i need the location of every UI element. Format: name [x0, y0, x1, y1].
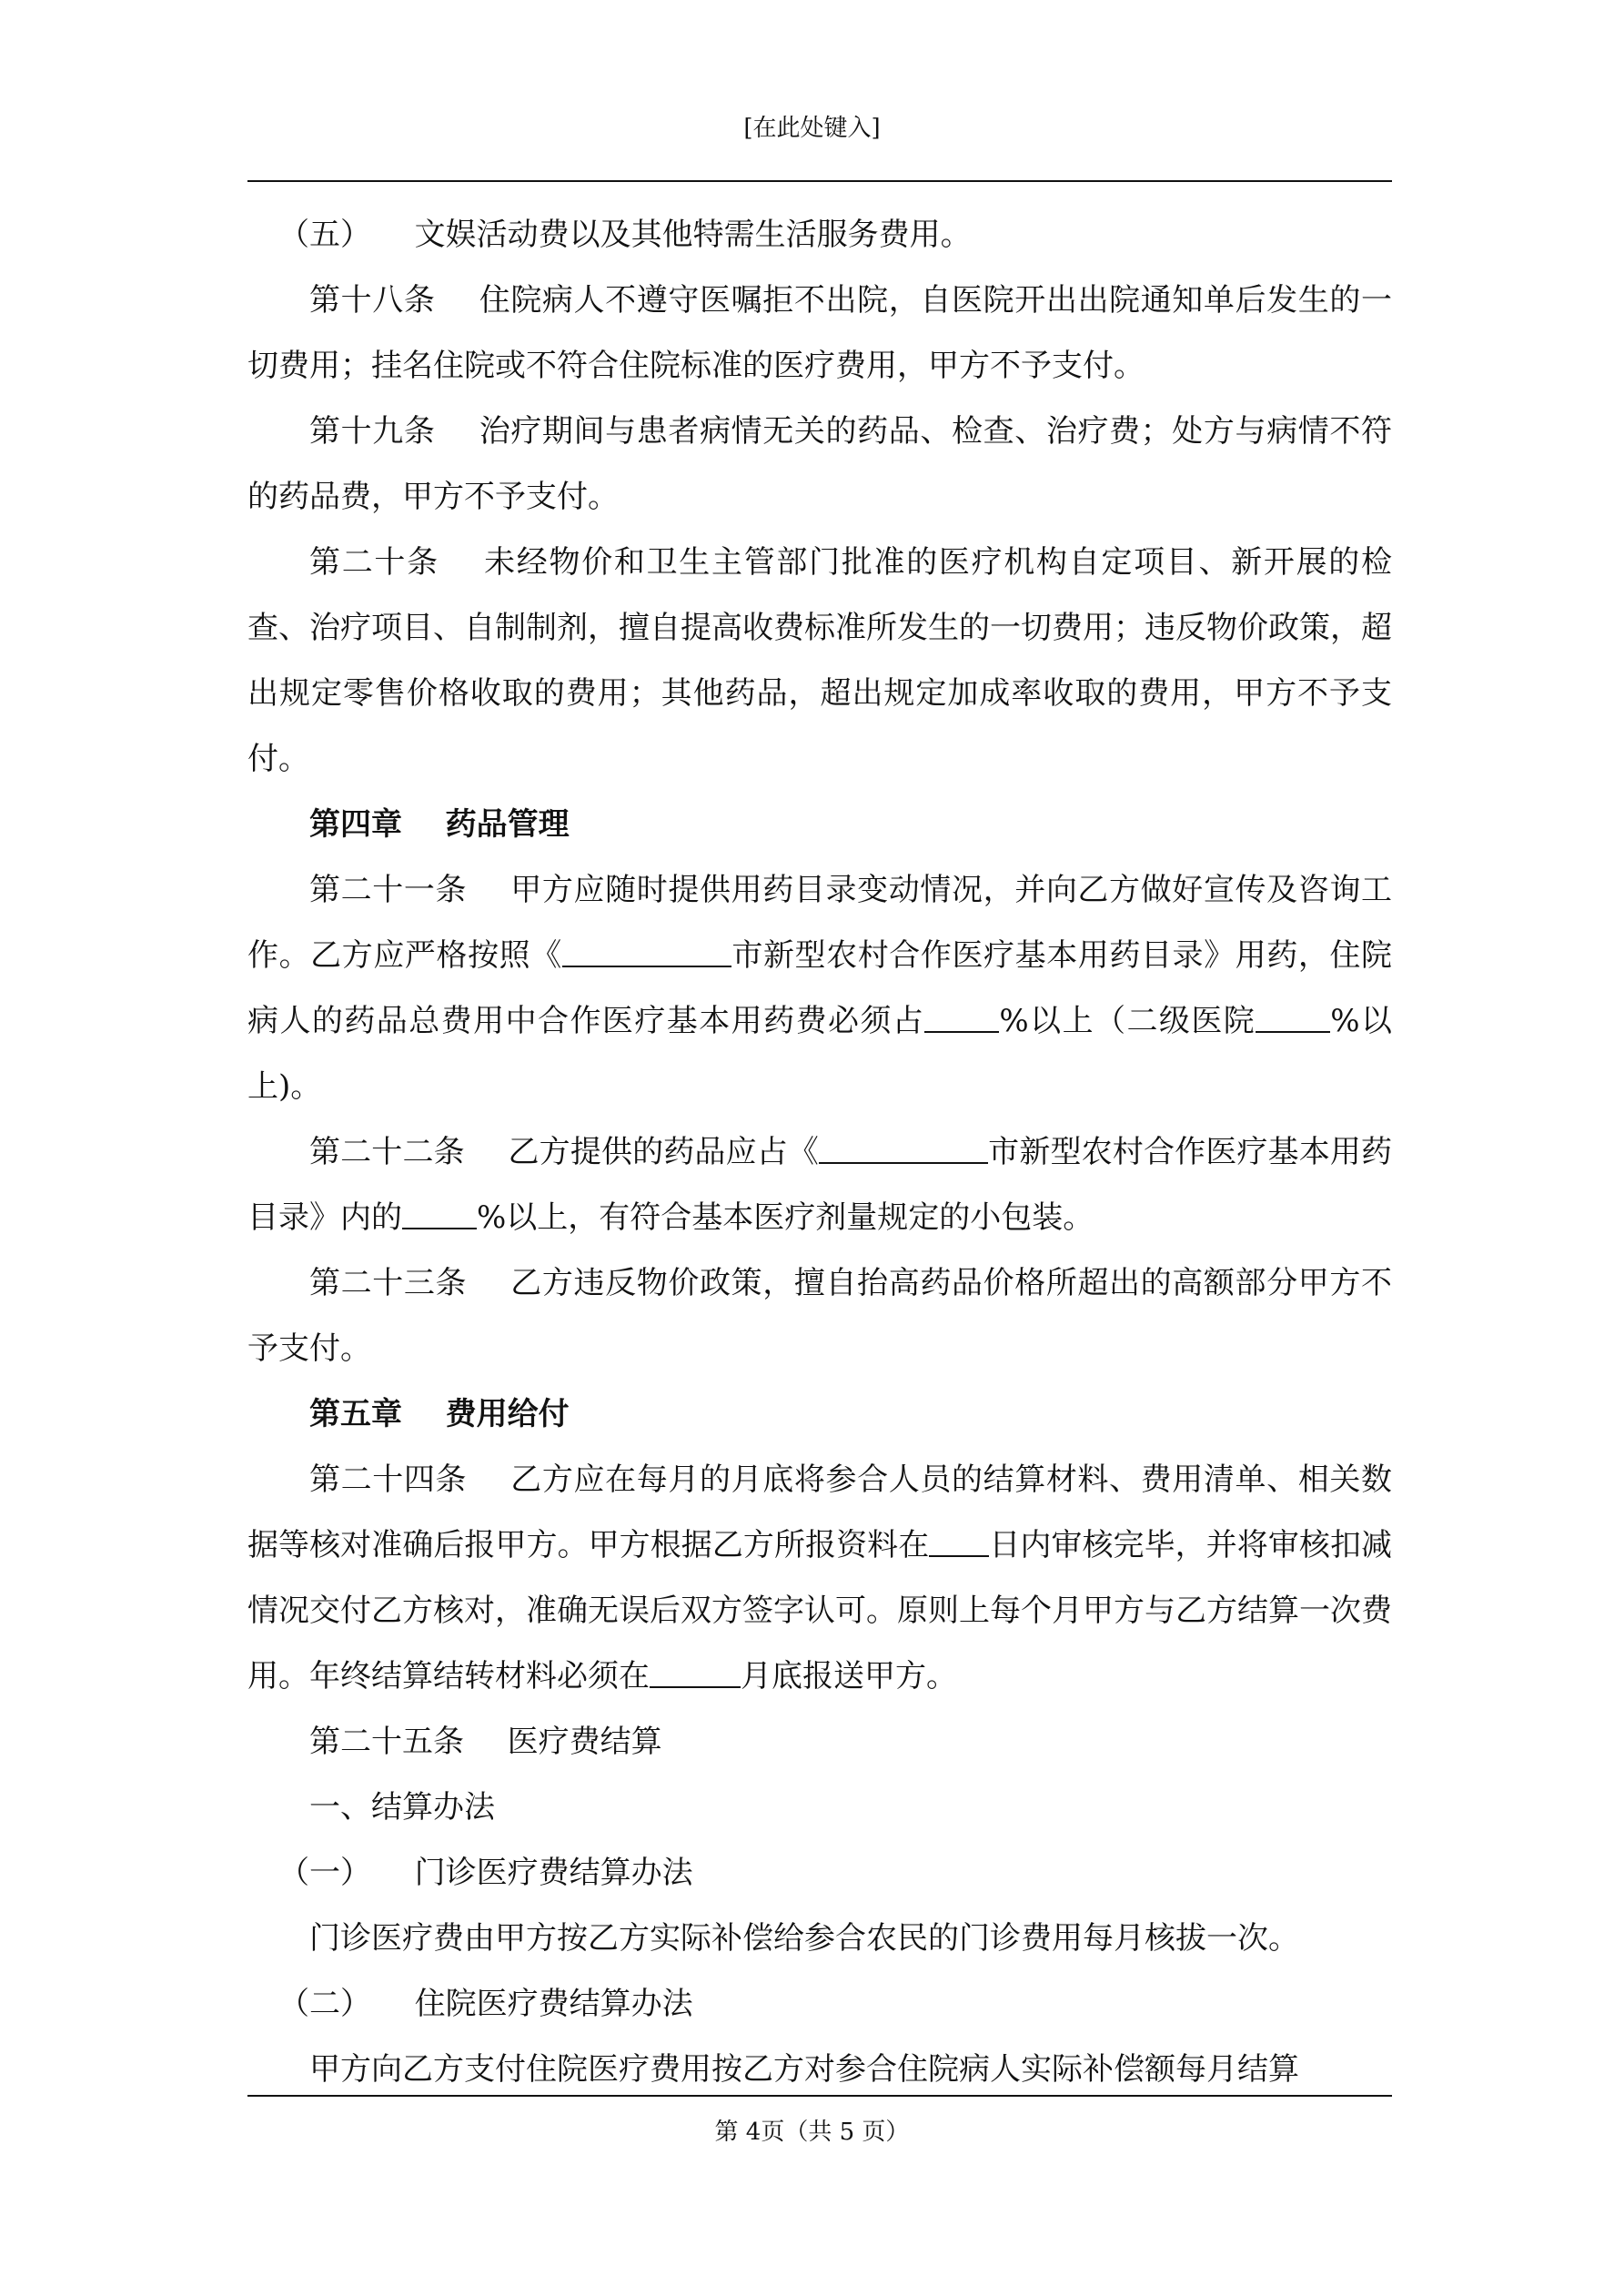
article-number: 第二十三条	[309, 1265, 468, 1301]
article-21	[247, 857, 1392, 1119]
article-text: 市新型农村合作医疗基本用药目录》用药，住院病人的药品总费用中合作医疗基本用药费必须占	[247, 937, 1393, 1039]
article-number: 第十八条	[309, 282, 436, 319]
section-heading: 一、结算办法	[309, 1789, 495, 1826]
subsection-1	[247, 1840, 1392, 1906]
article-24	[247, 1447, 1392, 1709]
header-rule	[247, 180, 1392, 182]
item-text: 门诊医疗费结算办法	[414, 1855, 693, 1891]
fill-blank-city[interactable]	[562, 938, 731, 967]
fill-blank-city[interactable]	[819, 1135, 988, 1164]
article-number: 第二十二条	[309, 1134, 465, 1170]
fill-blank-days[interactable]	[929, 1528, 989, 1557]
inpatient-paragraph: 甲方向乙方支付住院医疗费用按乙方对参合住院病人实际补偿额每月结算	[309, 2051, 1299, 2088]
article-text: %以上)。	[247, 1003, 1393, 1105]
article-text: 住院病人不遵守医嘱拒不出院，自医院开出出院通知单后发生的一切费用；挂名住院或不符合住院标准的医疗费用，甲方不予支付。	[247, 282, 1393, 384]
article-number: 第二十四条	[309, 1462, 468, 1498]
article-number: 第二十一条	[309, 872, 468, 908]
fill-blank-percent[interactable]	[924, 1004, 999, 1033]
article-text: 市新型农村合作医疗基本用药目录》内的	[247, 1134, 1393, 1236]
chapter-number: 第四章	[309, 806, 402, 843]
document-body	[247, 202, 1392, 2102]
article-19	[247, 399, 1392, 530]
article-number: 第二十条	[309, 544, 439, 581]
item-number: （五）	[278, 217, 371, 253]
chapter-title: 费用给付	[445, 1396, 570, 1432]
article-text: 月底报送甲方。	[741, 1658, 957, 1694]
fill-blank-month[interactable]	[650, 1659, 741, 1688]
article-text: 医疗费结算	[507, 1724, 662, 1760]
page-header: [在此处键入]	[743, 115, 881, 142]
article-20	[247, 530, 1392, 792]
article-text: %以上，有符合基本医疗剂量规定的小包装。	[477, 1199, 1094, 1236]
article-25	[247, 1709, 1392, 1775]
item-text: 文娱活动费以及其他特需生活服务费用。	[414, 217, 972, 253]
subsection-2	[247, 1971, 1392, 2037]
article-text: 乙方应在每月的月底将参合人员的结算材料、费用清单、相关数据等核对准确后报甲方。甲方根据乙方所报资料在	[247, 1462, 1392, 1563]
article-text: 未经物价和卫生主管部门批准的医疗机构自定项目、新开展的检查、治疗项目、自制制剂，擅自提高收费标准所发生的一切费用；违反物价政策，超出规定零售价格收取的费用；其他药品，超出规定加成率收取的费用，甲方不予支付。	[247, 544, 1393, 777]
article-text: %以上（二级医院	[999, 1003, 1256, 1039]
article-text: 乙方违反物价政策，擅自抬高药品价格所超出的高额部分甲方不予支付。	[247, 1265, 1392, 1367]
item-number: （一）	[278, 1855, 371, 1891]
page-footer: 第 4页（共 5 页）	[714, 2119, 910, 2146]
fill-blank-percent-level2[interactable]	[1256, 1004, 1330, 1033]
article-text: 乙方提供的药品应占《	[508, 1134, 820, 1170]
article-23	[247, 1250, 1392, 1381]
article-text: 治疗期间与患者病情无关的药品、检查、治疗费；处方与病情不符的药品费，甲方不予支付。	[247, 413, 1393, 515]
chapter-5-heading	[247, 1381, 1392, 1447]
chapter-4-heading	[247, 792, 1392, 857]
chapter-title: 药品管理	[445, 806, 570, 843]
item-text: 住院医疗费结算办法	[414, 1986, 693, 2022]
article-18	[247, 268, 1392, 399]
article-number: 第二十五条	[309, 1724, 464, 1760]
article-text: 甲方应随时提供用药目录变动情况，并向乙方做好宣传及咨询工作。乙方应严格按照《	[247, 872, 1392, 974]
item-number: （二）	[278, 1986, 371, 2022]
outpatient-paragraph: 门诊医疗费由甲方按乙方实际补偿给参合农民的门诊费用每月核拔一次。	[309, 1920, 1299, 1957]
fill-blank-percent[interactable]	[402, 1200, 477, 1229]
footer-rule	[247, 2095, 1392, 2097]
article-number: 第十九条	[309, 413, 436, 450]
article-text: 日内审核完毕，并将审核扣减情况交付乙方核对，准确无误后双方签字认可。原则上每个月甲方与乙方结算一次费用。年终结算结转材料必须在	[247, 1527, 1393, 1694]
item-5	[247, 202, 1392, 268]
chapter-number: 第五章	[309, 1396, 402, 1432]
article-22	[247, 1119, 1392, 1250]
